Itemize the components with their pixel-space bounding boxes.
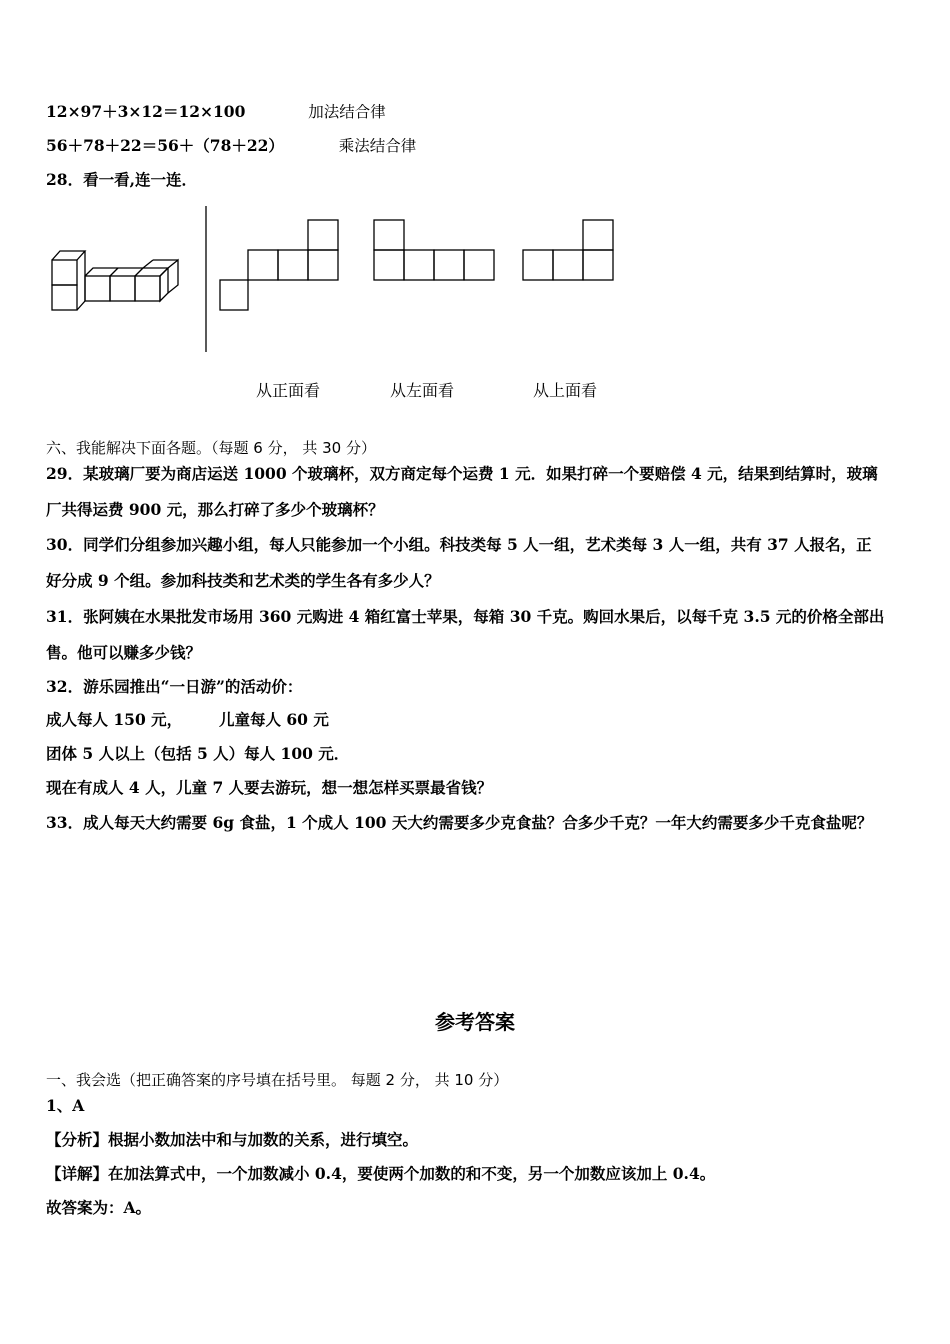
q32-line1: 32．游乐园推出“一日游”的活动价： bbox=[46, 677, 303, 696]
label-top-view: 从上面看 bbox=[533, 381, 598, 400]
q27-row1-law: 加法结合律 bbox=[308, 103, 386, 121]
answers-title: 参考答案 bbox=[435, 1010, 515, 1034]
view-shape-2 bbox=[372, 218, 496, 284]
q27-row2 bbox=[46, 136, 416, 156]
q31-line2: 售。他可以赚多少钱？ bbox=[46, 643, 202, 662]
q27-row2-law: 乘法结合律 bbox=[338, 137, 417, 155]
q32-adult-price: 成人每人 150 元， bbox=[46, 710, 183, 729]
q33-line1: 33．成人每天大约需要 6g 食盐，1 个成人 100 天大约需要多少克食盐？合多少千克？一年大约需要多少千克食盐呢？ bbox=[46, 813, 873, 832]
q27-row1-expression: 12×97＋3×12＝12×100 bbox=[46, 102, 246, 121]
view-shape-1 bbox=[218, 218, 342, 314]
answer-analysis: 【分析】根据小数加法中和与加数的关系，进行填空。 bbox=[46, 1130, 419, 1149]
q32-child-price: 儿童每人 60 元 bbox=[218, 710, 329, 729]
q32-prices bbox=[46, 710, 329, 730]
section6-heading: 六、我能解决下面各题。（每题 6 分， 共 30 分） bbox=[46, 439, 376, 457]
answer-detail: 【详解】在加法算式中，一个加数减小 0.4，要使两个加数的和不变，另一个加数应该加上 0.4。 bbox=[46, 1164, 716, 1183]
q27-row2-expression: 56＋78＋22＝56＋（78＋22） bbox=[46, 136, 284, 155]
label-front-view: 从正面看 bbox=[256, 381, 321, 400]
q32-line4: 现在有成人 4 人，儿童 7 人要去游玩，想一想怎样买票最省钱？ bbox=[46, 778, 493, 797]
q30-line2: 好分成 9 个组。参加科技类和艺术类的学生各有多少人？ bbox=[46, 571, 440, 590]
q30-line1: 30．同学们分组参加兴趣小组，每人只能参加一个小组。科技类每 5 人一组，艺术类每 3 人一组，共有 37 人报名，正 bbox=[46, 535, 872, 554]
label-left-view: 从左面看 bbox=[390, 381, 455, 400]
q29-line2: 厂共得运费 900 元，那么打碎了多少个玻璃杯？ bbox=[46, 500, 384, 519]
answers-section1: 一、我会选（把正确答案的序号填在括号里。 每题 2 分， 共 10 分） bbox=[46, 1071, 509, 1089]
cube-figure bbox=[50, 248, 190, 318]
q27-row1 bbox=[46, 102, 386, 122]
q31-line1: 31．张阿姨在水果批发市场用 360 元购进 4 箱红富士苹果，每箱 30 千克。购回水果后，以每千克 3.5 元的价格全部出 bbox=[46, 607, 885, 626]
answer-item1: 1、A bbox=[46, 1096, 85, 1115]
q29-line1: 29．某玻璃厂要为商店运送 1000 个玻璃杯，双方商定每个运费 1 元．如果打碎一个要赔偿 4 元，结果到结算时，玻璃 bbox=[46, 464, 878, 483]
q32-line3: 团体 5 人以上（包括 5 人）每人 100 元． bbox=[46, 744, 350, 763]
view-shape-3 bbox=[521, 218, 615, 284]
q28-title: 28．看一看,连一连． bbox=[46, 170, 197, 189]
answer-conclusion: 故答案为：A。 bbox=[46, 1198, 152, 1217]
divider-line bbox=[204, 206, 208, 352]
